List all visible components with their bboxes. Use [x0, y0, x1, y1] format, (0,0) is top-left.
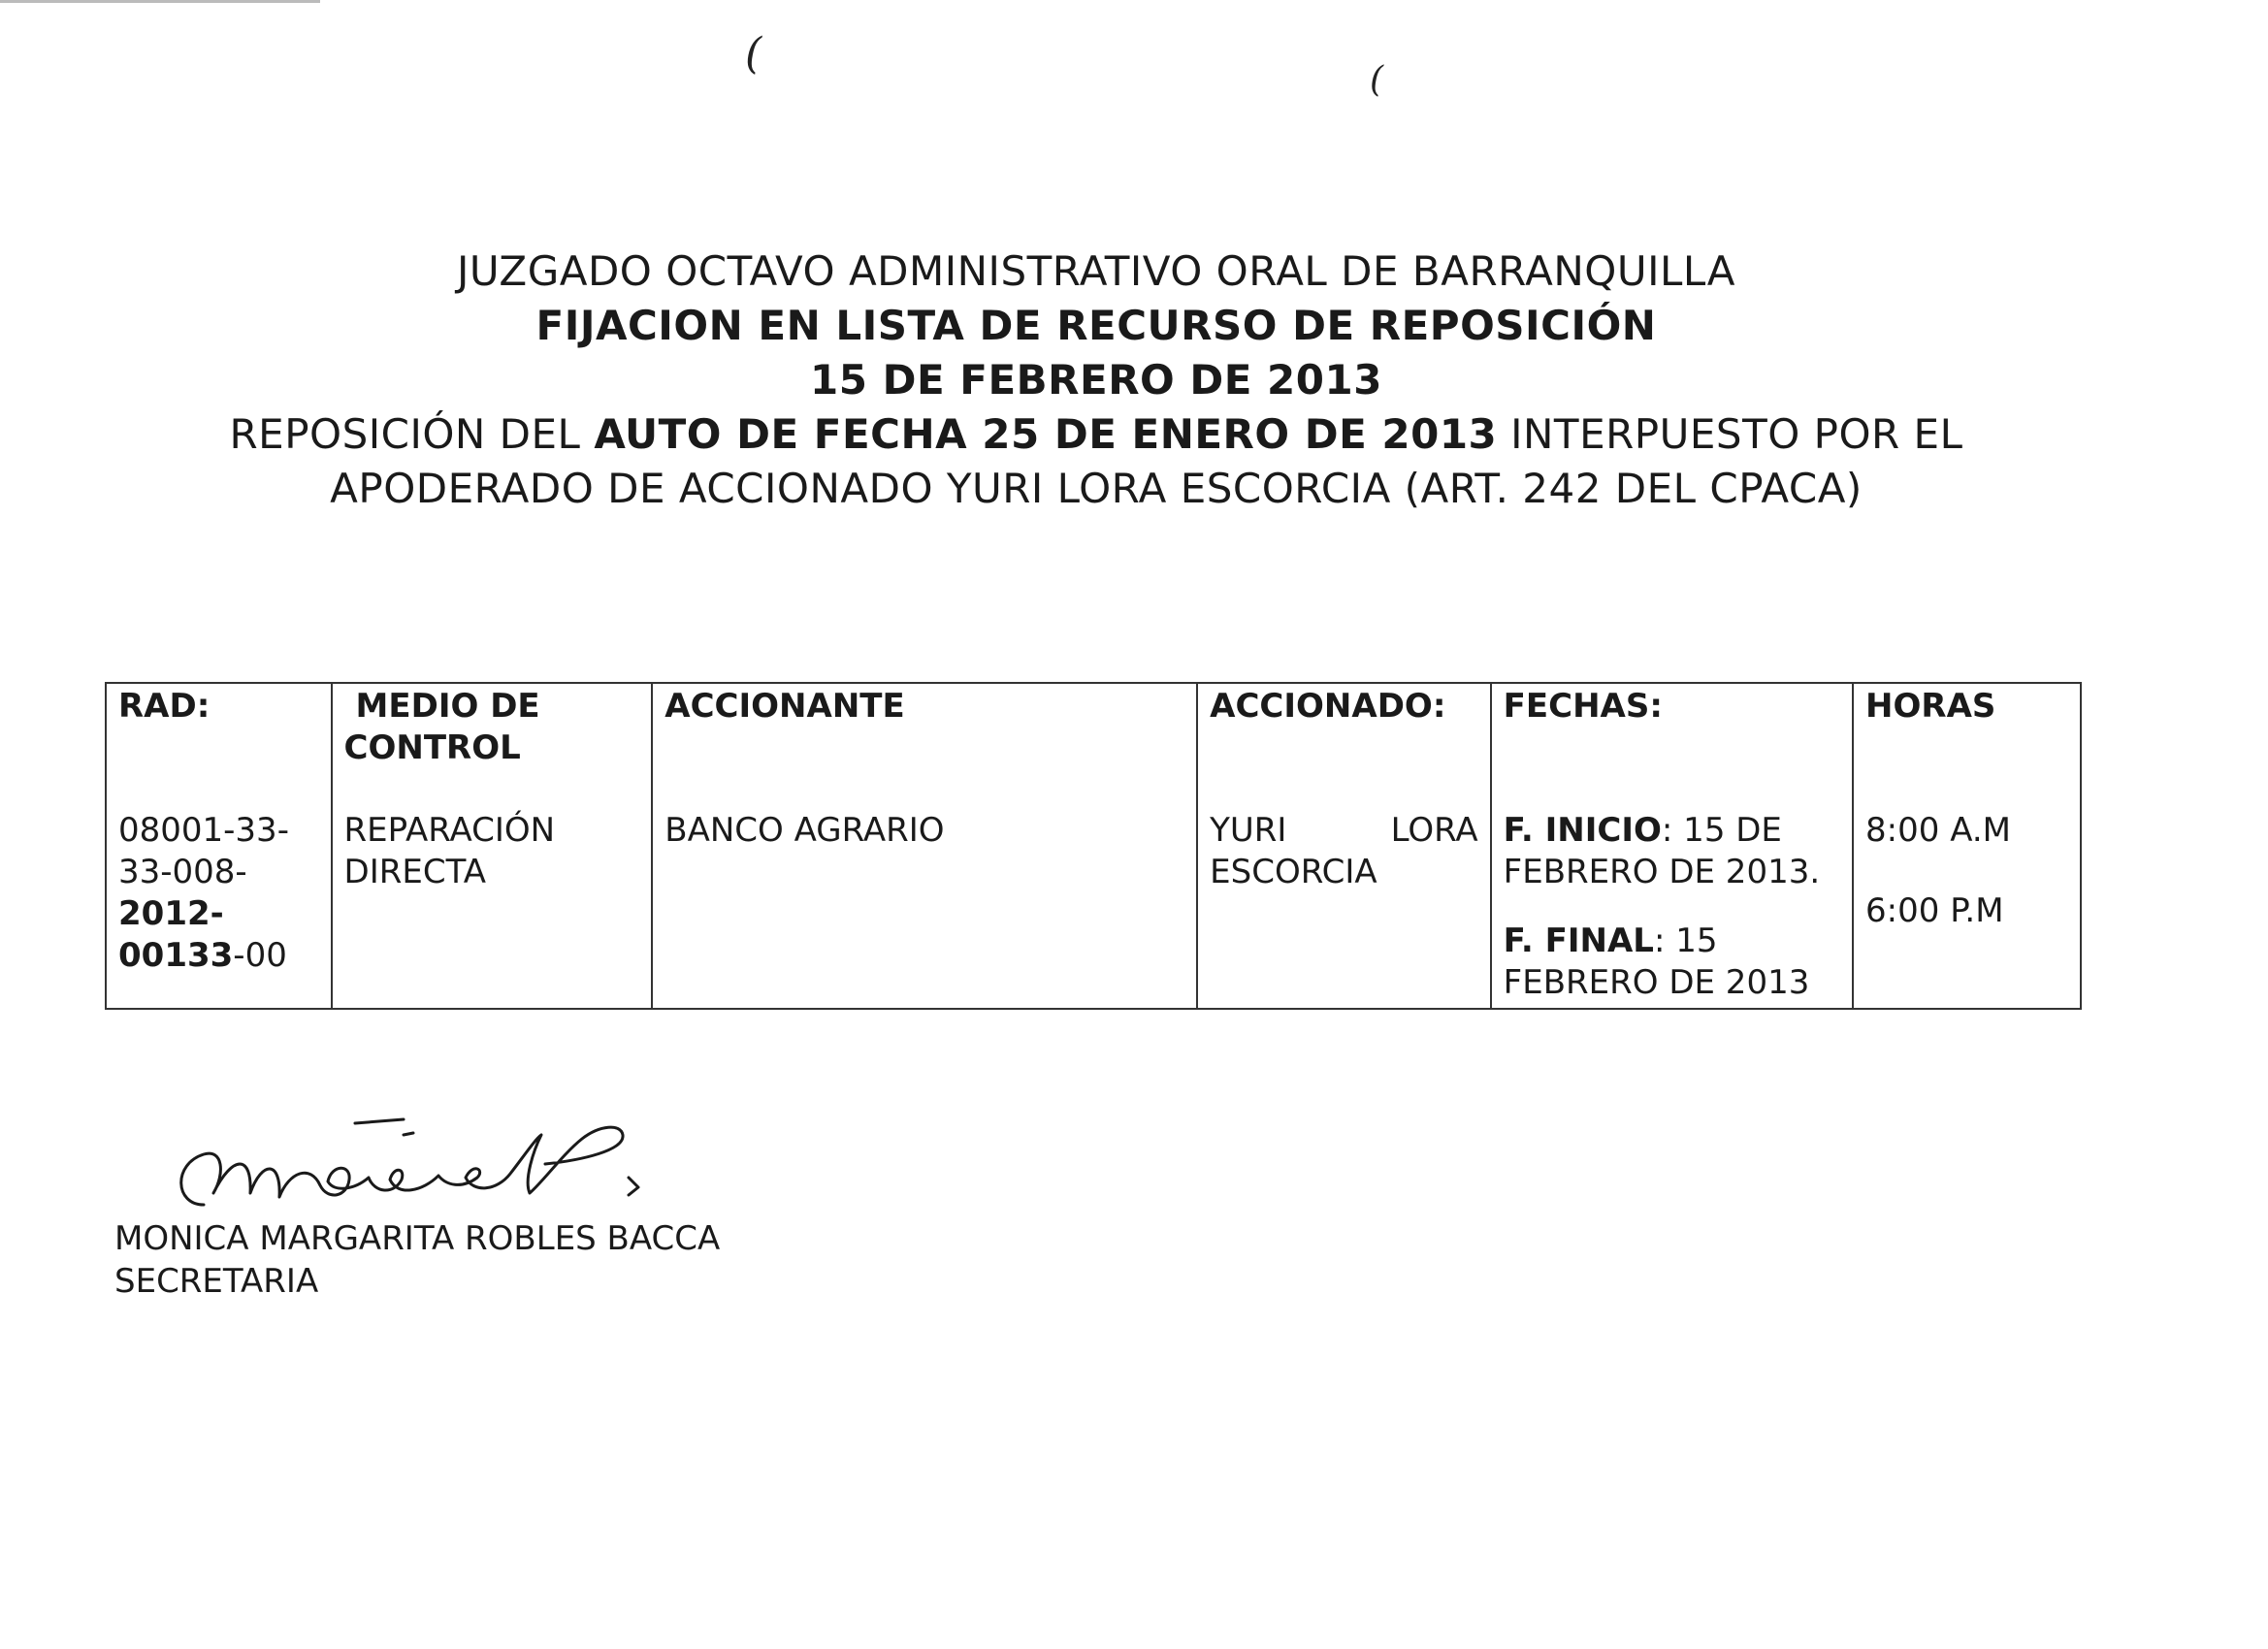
rad-line-3 [118, 893, 319, 935]
cell-medio [332, 804, 653, 1009]
handwritten-signature [165, 1096, 669, 1222]
document-title-text: FIJACION EN LISTA DE RECURSO DE REPOSICIÓN [535, 302, 1657, 349]
fecha-final-value: : 15 [1653, 922, 1718, 960]
cell-rad [106, 804, 332, 1009]
fecha-inicio-label: F. INICIO [1503, 811, 1662, 850]
rad-line-1: 08001-33- [118, 811, 289, 850]
header-medio [332, 683, 653, 804]
cell-accionado [1197, 804, 1491, 1009]
court-name: JUZGADO OCTAVO ADMINISTRATIVO ORAL DE BARRANQUILLA [457, 247, 1735, 295]
subject-post: INTERPUESTO POR EL [1497, 410, 1963, 458]
document-header [0, 244, 2192, 516]
rad-line-2: 33-008- [118, 853, 247, 891]
fecha-final-2: FEBRERO DE 2013 [1503, 963, 1810, 1002]
scan-mark-paren-right: ( [1370, 60, 1384, 100]
header-medio-1: MEDIO DE [355, 687, 540, 726]
header-accionante: ACCIONANTE [652, 683, 1197, 804]
table-row [106, 804, 2081, 1009]
accionado-line-2: ESCORCIA [1210, 853, 1377, 891]
hora-inicio: 8:00 A.M [1865, 811, 2012, 850]
header-horas: HORAS [1853, 683, 2081, 804]
header-medio-2: CONTROL [343, 728, 521, 767]
fecha-inicio-value: : 15 DE [1661, 811, 1782, 850]
fecha-inicio [1504, 810, 1840, 852]
rad-suffix: -00 [233, 936, 287, 975]
lista-table [105, 682, 2082, 1010]
accionado-second: LORA [1390, 811, 1478, 850]
cell-fechas [1491, 804, 1853, 1009]
scan-edge-line [0, 0, 320, 3]
header-fechas: FECHAS: [1491, 683, 1853, 804]
subject-auto: AUTO DE FECHA 25 DE ENERO DE 2013 [594, 410, 1498, 458]
subject-pre: REPOSICIÓN DEL [229, 410, 595, 458]
accionado-line-1 [1210, 810, 1478, 852]
cell-accionante: BANCO AGRARIO [652, 804, 1197, 1009]
accionado-first: YURI [1210, 811, 1287, 850]
fecha-final [1504, 921, 1840, 962]
rad-number: 00133 [118, 936, 234, 975]
rad-line-4 [118, 935, 319, 977]
document-date-text: 15 DE FEBRERO DE 2013 [810, 356, 1382, 404]
medio-line-2: DIRECTA [343, 853, 486, 891]
cell-horas [1853, 804, 2081, 1009]
table-header-row [106, 683, 2081, 804]
signer-role: SECRETARIA [114, 1262, 319, 1301]
hora-final: 6:00 P.M [1865, 891, 2004, 930]
fecha-final-label: F. FINAL [1503, 922, 1654, 960]
fecha-inicio-2: FEBRERO DE 2013. [1503, 853, 1821, 891]
rad-year: 2012- [118, 894, 224, 933]
header-accionado: ACCIONADO: [1197, 683, 1491, 804]
signer-name: MONICA MARGARITA ROBLES BACCA [114, 1219, 721, 1258]
subject-line-1 [0, 407, 2192, 462]
document-date [0, 353, 2192, 407]
header-rad: RAD: [106, 683, 332, 804]
scan-mark-paren-left: ( [745, 29, 762, 79]
document-title [0, 299, 2192, 353]
signature-block [114, 1217, 720, 1303]
spacer [1504, 893, 1840, 921]
subject-line-2: APODERADO DE ACCIONADO YURI LORA ESCORCIA (ART. 242 DEL CPACA) [330, 465, 1863, 512]
spacer [1865, 852, 2068, 890]
medio-line-1: REPARACIÓN [343, 811, 556, 850]
